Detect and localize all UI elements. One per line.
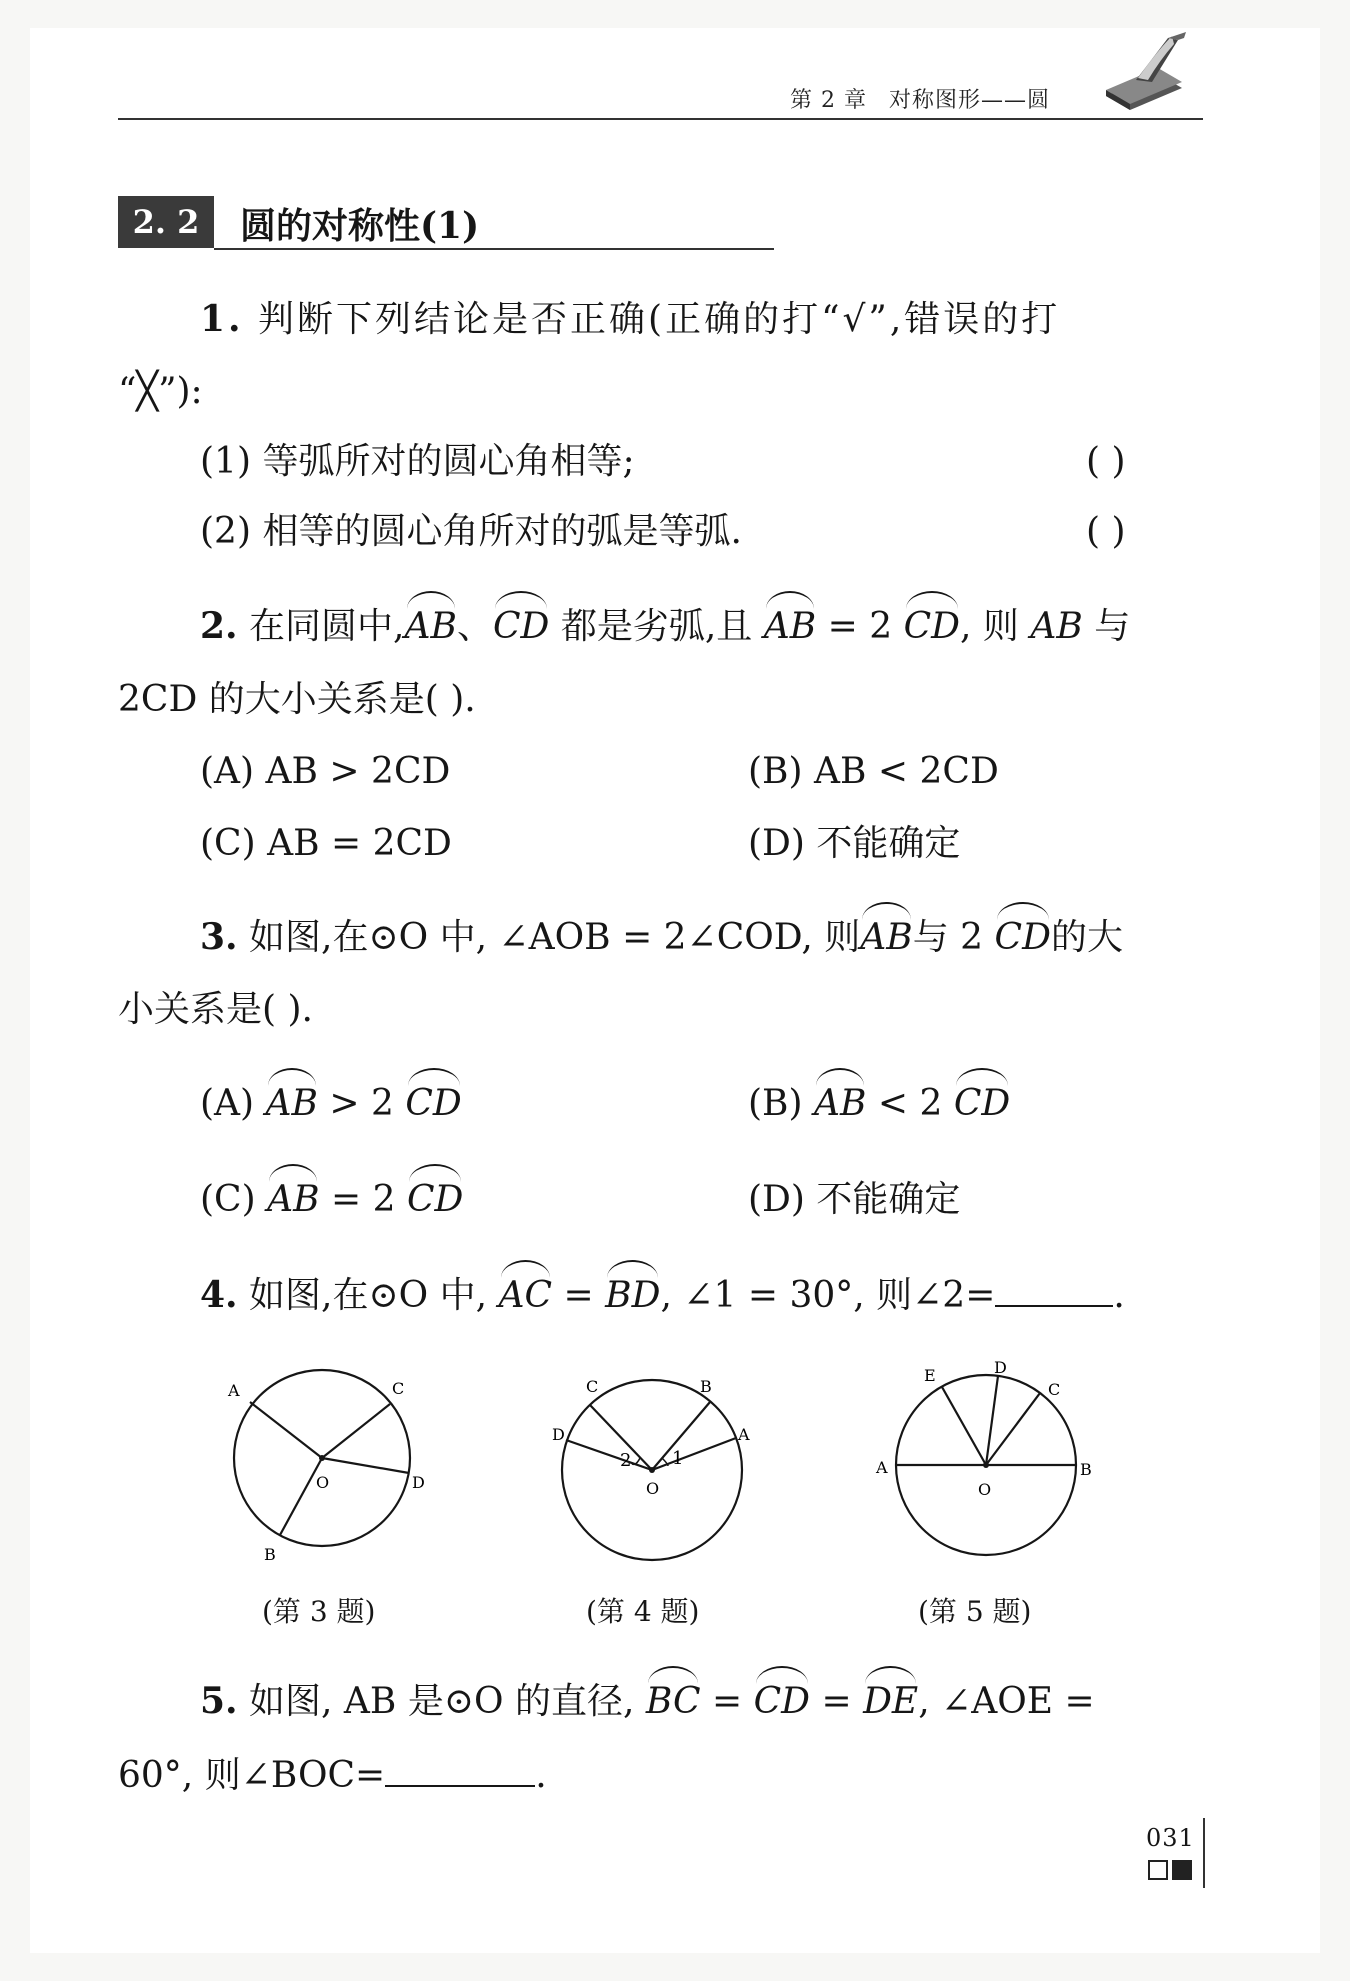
q5-text-2: , ∠AOE = [918,1681,1095,1722]
section-rule [214,248,774,250]
section-number: 2. 2 [118,196,214,248]
running-header [790,83,1072,114]
filled-square-icon [1172,1860,1192,1880]
fig4-label-d: D [552,1425,565,1444]
q2-line1 [200,605,1130,648]
q2-ab: AB [1030,606,1083,647]
q5-eq-1: = [700,1681,754,1722]
q2-option-d: (D) 不能确定 [748,823,961,864]
q1-item-1-answer: ( ) [1086,441,1126,482]
q3-option-c [200,1178,463,1221]
fig3-radius-od [322,1458,409,1473]
fig3-radius-oa [250,1402,322,1458]
q3-option-c-rel: = 2 [319,1179,407,1220]
page-number: 031 [1146,1824,1195,1852]
q4-text-1: 如图,在⊙O 中, [249,1275,499,1316]
page-number-rule [1203,1818,1205,1888]
figure-4 [548,1360,758,1570]
q3-arc-ab: AB [860,917,913,958]
q4-line1 [200,1274,1125,1317]
fig5-label-d: D [994,1358,1007,1377]
q5-text-3: 60°, 则∠BOC= [118,1755,386,1796]
fig4-label-c: C [586,1377,599,1396]
q2-option-a: (A) AB > 2CD [200,751,451,792]
fig5-center [983,1462,989,1468]
q3-option-b-prefix: (B) [748,1083,814,1124]
figure-5 [870,1355,1100,1570]
q2-number: 2. [200,605,238,647]
q1-item-2-answer: ( ) [1086,511,1126,552]
fig3-label-a: A [228,1381,240,1400]
fig4-center [649,1467,655,1473]
figure-3 [222,1360,442,1560]
q2-arc-ab: AB [404,606,457,647]
q5-arc-bc: BC [645,1681,701,1722]
fig5-radius-oe [942,1387,986,1465]
q5-answer-blank[interactable] [385,1785,535,1787]
book-icon [1098,30,1190,112]
q5-end: . [535,1755,547,1796]
fig3-label-d: D [412,1473,425,1492]
q1-item-1: (1) 等弧所对的圆心角相等; [200,441,635,482]
q4-arc-bd: BD [605,1275,661,1316]
q3-option-a-prefix: (A) [200,1083,266,1124]
q4-arc-ac: AC [498,1275,553,1316]
q3-option-a-arc-cd: CD [405,1083,462,1124]
q3-option-a-arc-ab: AB [265,1083,318,1124]
q4-eq: = [552,1275,606,1316]
q2-option-c: (C) AB = 2CD [200,823,452,864]
q3-option-a [200,1082,462,1125]
q3-option-b [748,1082,1010,1125]
q3-line1 [200,916,1123,959]
fig3-radius-ob [280,1458,322,1535]
q2-line2: 2CD 的大小关系是( ). [118,679,476,720]
fig3-caption: (第 3 题) [262,1595,376,1628]
q3-option-b-arc-ab: AB [814,1083,867,1124]
q3-line2: 小关系是( ). [118,989,313,1030]
fig4-label-b: B [700,1377,712,1396]
q5-eq-2: = [810,1681,864,1722]
fig4-label-a: A [738,1425,750,1444]
fig3-center [319,1455,325,1461]
q3-option-b-arc-cd: CD [953,1083,1011,1124]
header-rule [118,118,1203,120]
q3-option-c-arc-cd: CD [406,1179,464,1220]
q3-option-d: (D) 不能确定 [748,1179,961,1220]
q2-text-2: 都是劣弧,且 [549,606,764,647]
fig3-label-o: O [316,1473,330,1492]
fig4-label-o: O [646,1479,660,1498]
fig3-radius-oc [322,1404,390,1458]
q5-number: 5. [200,1680,238,1722]
q3-option-c-prefix: (C) [200,1179,268,1220]
q3-option-c-arc-ab: AB [267,1179,320,1220]
q2-sep: 、 [456,606,493,647]
fig5-label-o: O [978,1480,992,1499]
q4-answer-blank[interactable] [995,1305,1113,1307]
q1-number: 1. [200,298,244,340]
fig5-label-a: A [876,1458,888,1477]
q3-text-3: 的大 [1050,917,1123,958]
q5-text-1: 如图, AB 是⊙O 的直径, [249,1681,646,1722]
q5-line2 [118,1754,547,1797]
q2-text-4: 与 [1082,606,1131,647]
q3-option-a-rel: > 2 [317,1083,406,1124]
fig5-caption: (第 5 题) [918,1595,1032,1628]
fig5-label-e: E [924,1366,936,1385]
q3-option-b-rel: < 2 [866,1083,954,1124]
q2-arc-cd-2: CD [903,606,961,647]
page-marker-boxes [1148,1860,1192,1884]
q2-text-1: 在同圆中, [249,606,405,647]
q1-line2: “╳”): [118,371,203,412]
q2-arc-ab-2: AB [763,606,817,647]
q3-text-2: 与 2 [912,917,995,958]
fig5-label-c: C [1048,1380,1061,1399]
q4-number: 4. [200,1274,238,1316]
outline-square-icon [1148,1860,1168,1880]
q5-line1 [200,1680,1095,1723]
fig5-label-b: B [1080,1460,1092,1479]
q4-text-2: , ∠1 = 30°, 则∠2= [660,1275,996,1316]
q1-line1 [200,298,1060,341]
q2-eq: = 2 [816,606,904,647]
chapter-label: 第 2 章 [790,88,867,113]
fig3-label-c: C [392,1379,405,1398]
section-title: 圆的对称性(1) [240,205,480,247]
chapter-title: 对称图形——圆 [888,88,1050,113]
fig4-label-angle-2: 2 [620,1450,632,1471]
q3-arc-cd: CD [994,917,1051,958]
q3-text-1: 如图,在⊙O 中, ∠AOB = 2∠COD, 则 [249,917,861,958]
q2-arc-cd: CD [492,606,550,647]
q2-text-3: , 则 [960,606,1031,647]
fig3-label-b: B [264,1545,276,1560]
q3-number: 3. [200,916,238,958]
q2-option-b: (B) AB < 2CD [748,751,999,792]
q1-item-2: (2) 相等的圆心角所对的弧是等弧. [200,511,742,552]
q5-arc-de: DE [863,1681,919,1722]
fig4-label-angle-1: 1 [672,1448,684,1469]
q1-prompt: 判断下列结论是否正确(正确的打“√”,错误的打 [258,299,1061,340]
q4-end: . [1113,1275,1125,1316]
q5-arc-cd: CD [753,1681,810,1722]
fig4-caption: (第 4 题) [586,1595,700,1628]
